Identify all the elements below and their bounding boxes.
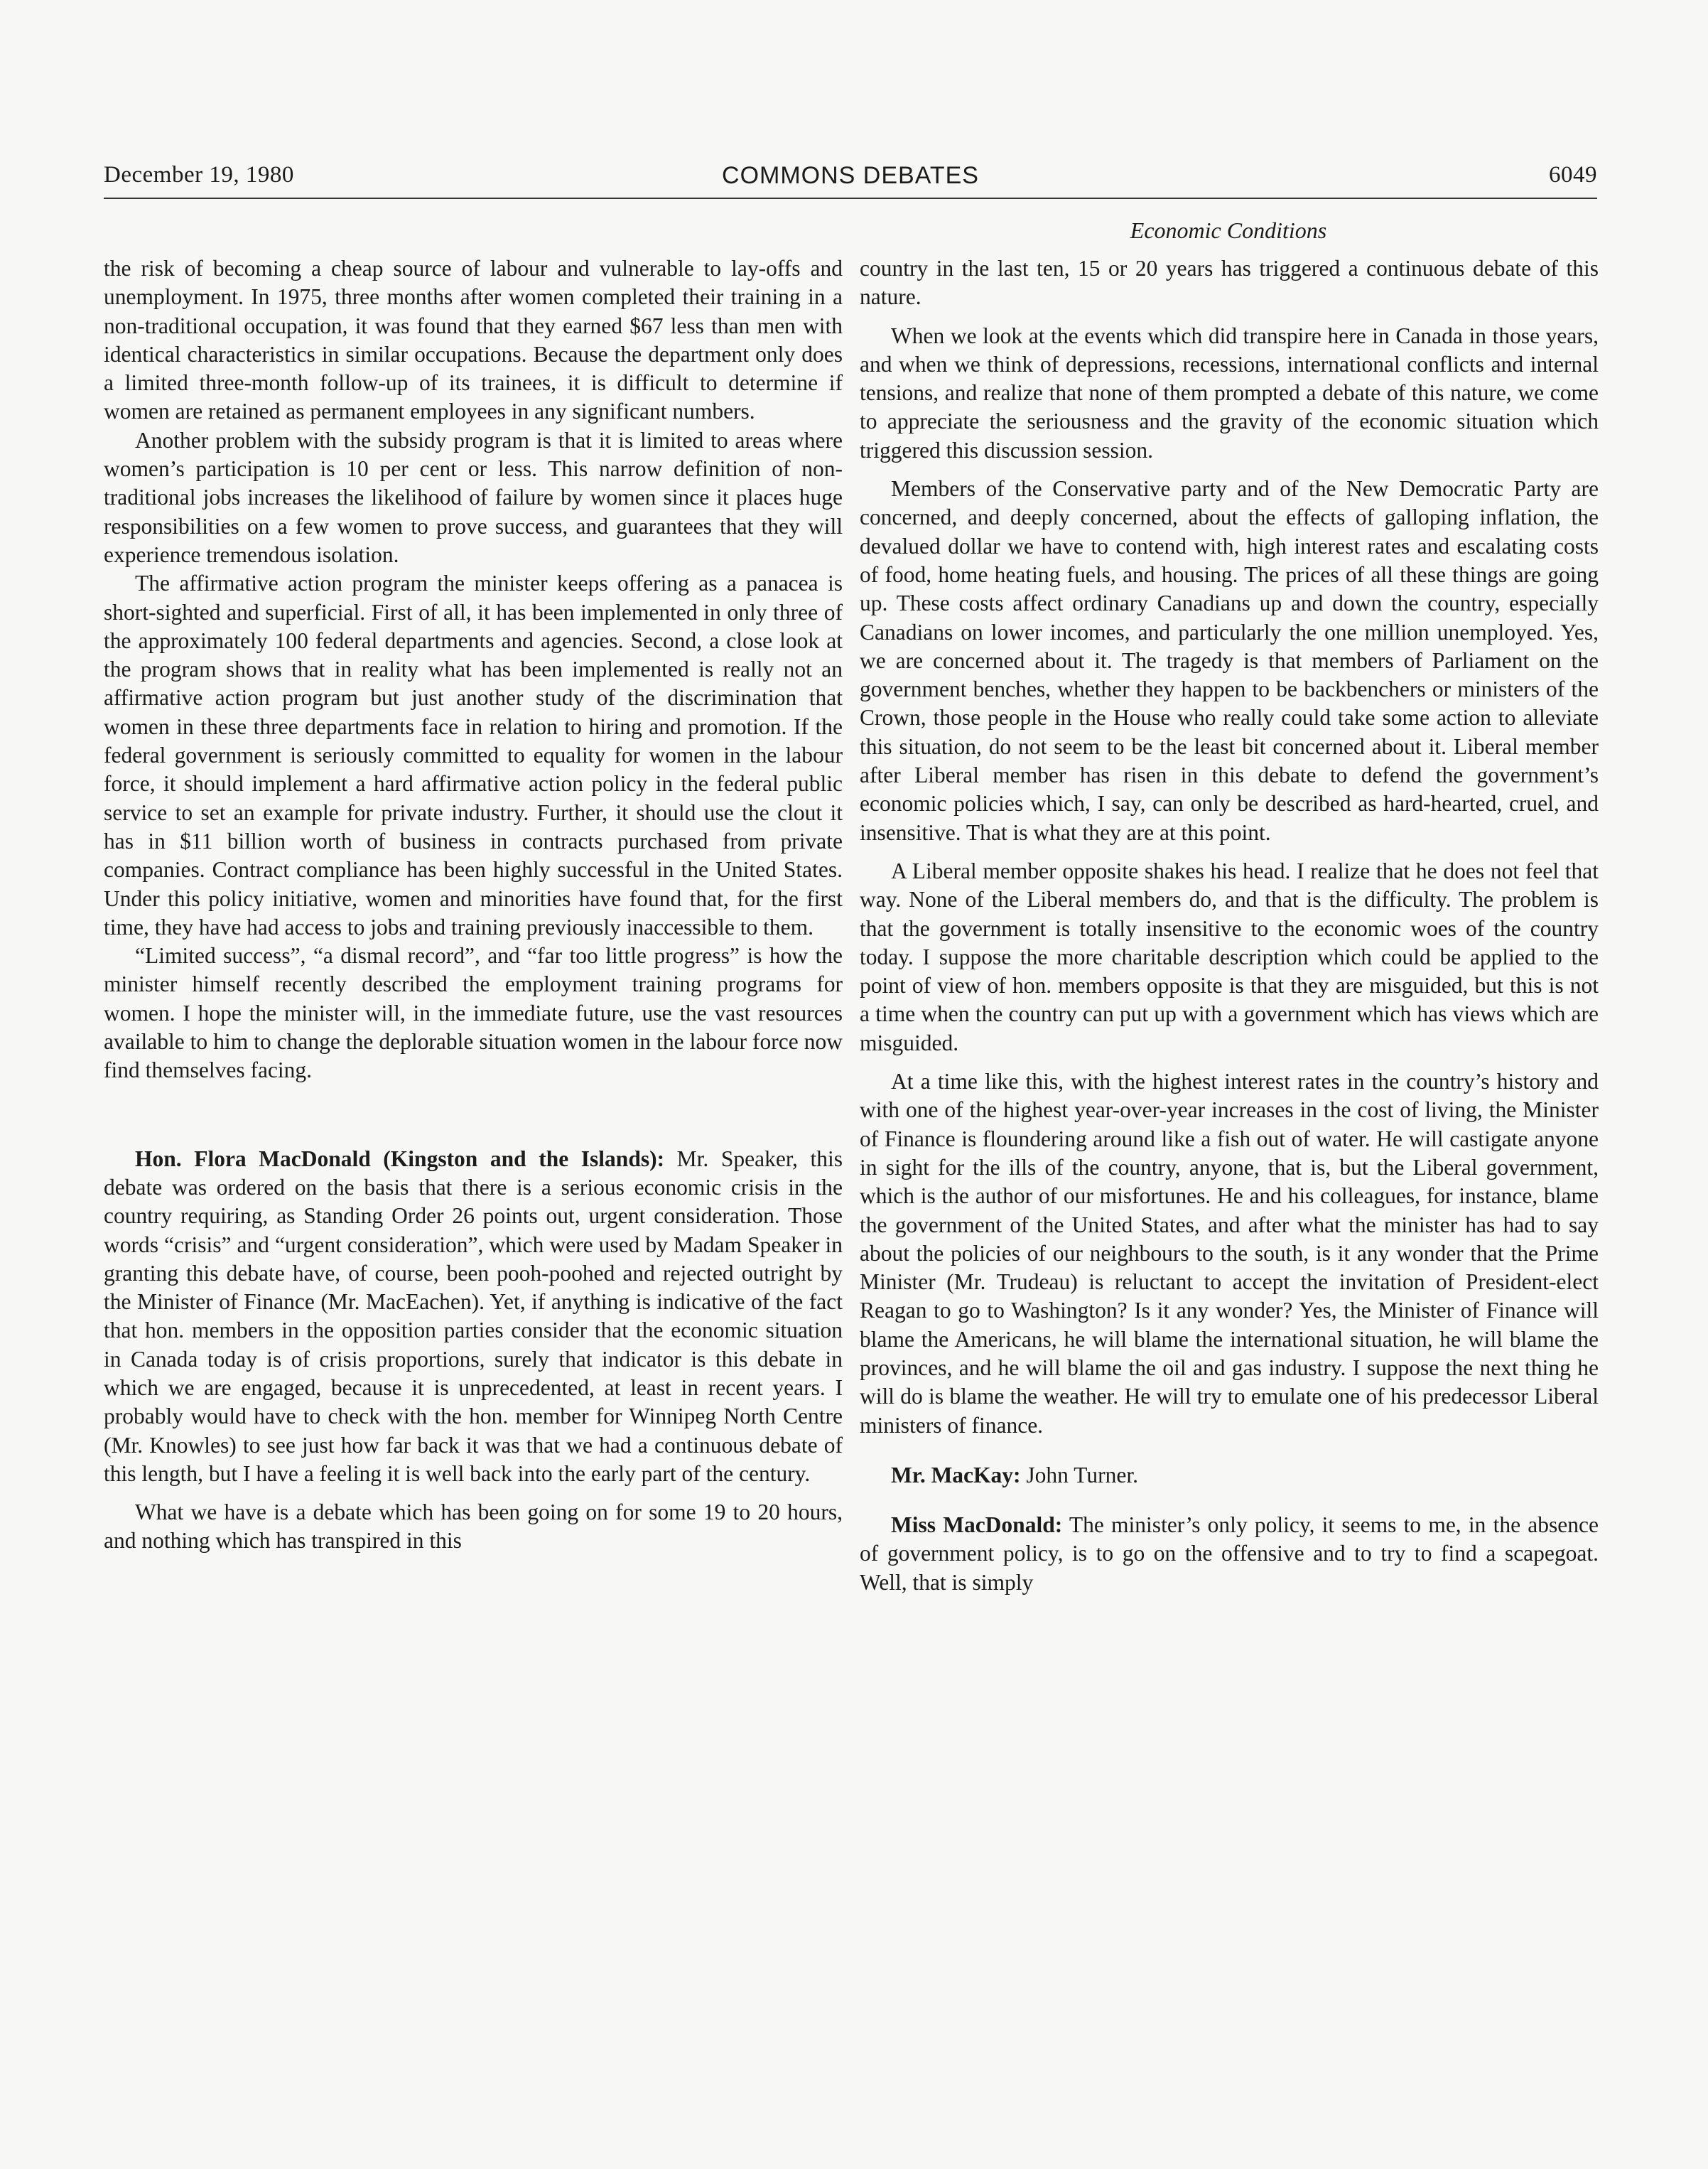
paragraph: country in the last ten, 15 or 20 years has triggered a continuous debate of this nature.: [860, 256, 1599, 310]
header-rule: [104, 198, 1597, 199]
speech-paragraph: [860, 1511, 1599, 1597]
paragraph: “Limited success”, “a dismal record”, and “far too little progress” is how the minister himself recently described the employment training programs for women. I hope the minister will, in the immediate future, use the vast resources available to him to change the deplorable situation women in the labour force now find themselves facing.: [104, 943, 843, 1083]
speaker-name: Miss MacDonald:: [891, 1512, 1063, 1538]
paragraph: The affirmative action program the minister keeps offering as a panacea is short-sighted and superficial. First of all, it has been implemented in only three of the approximately 100 federal departments and agencies. Second, a close look at the program shows that in reality what has been implemented is really not an affirmative action program but just another study of the discrimination that women in these three departments face in relation to hiring and promotion. If the federal government is seriously committed to equality for women in the labour force, it should implement a hard affirmative action policy in the federal public service to set an example for private industry. Further, it should use the clout it has in $11 billion worth of business in contracts purchased from private companies. Contract compliance has been highly successful in the United States. Under this policy initiative, women and minorities have found that, for the first time, they have had access to jobs and training previously inaccessible to them.: [104, 571, 843, 940]
header-title: COMMONS DEBATES: [722, 162, 979, 189]
paragraph: Another problem with the subsidy program is that it is limited to areas where women’s participation is 10 per cent or less. This narrow definition of non-traditional jobs increases the likelihood of failure by women since it places huge responsibilities on a few women to prove success, and guarantees that they will experience tremendous isolation.: [104, 427, 843, 567]
header-page-number: 6049: [1549, 162, 1597, 188]
header-date: December 19, 1980: [104, 162, 294, 188]
running-head: [104, 162, 1597, 198]
speech-paragraph: [860, 1461, 1599, 1490]
subject-heading: Economic Conditions: [1130, 217, 1327, 243]
speech-text: The minister’s only policy, it seems to me, in the absence of government policy, is to go on the offensive and to try to find a scapegoat. Well, that is simply: [860, 1512, 1599, 1595]
left-column: [104, 254, 843, 1556]
paragraph: Members of the Conservative party and of the New Democratic Party are concerned, and deeply concerned, about the effects of galloping inflation, the devalued dollar we have to contend with, high interest rates and escalating costs of food, home heating fuels, and housing. The prices of all these things are going up. These costs affect ordinary Canadians up and down the country, especially Canadians on lower incomes, and particularly the one million unemployed. Yes, we are concerned about it. The tragedy is that members of Parliament on the government benches, whether they happen to be backbenchers or ministers of the Crown, those people in the House who really could take some action to alleviate this situation, do not seem to be the least bit concerned about it. Liberal member after Liberal member has risen in this debate to defend the government’s economic policies which, I say, can only be described as hard-hearted, cruel, and insensitive. That is what they are at this point.: [860, 476, 1599, 845]
speaker-name: Mr. MacKay:: [891, 1462, 1021, 1487]
right-column: [860, 254, 1599, 1597]
speaker-name: Hon. Flora MacDonald (Kingston and the Islands):: [135, 1146, 665, 1171]
speech-text: John Turner.: [1020, 1462, 1138, 1487]
paragraph: What we have is a debate which has been going on for some 19 to 20 hours, and nothing which has transpired in this: [104, 1500, 843, 1554]
paragraph: At a time like this, with the highest interest rates in the country’s history and with one of the highest year-over-year increases in the cost of living, the Minister of Finance is floundering around like a fish out of water. He will castigate anyone in sight for the ills of the country, anyone, that is, but the Liberal government, which is the author of our misfortunes. He and his colleagues, for instance, blame the government of the United States, and after what the minister has had to say about the policies of our neighbours to the south, is it any wonder that the Prime Minister (Mr. Trudeau) is reluctant to accept the invitation of President-elect Reagan to go to Washington? Is it any wonder? Yes, the Minister of Finance will blame the Americans, he will blame the international situation, he will blame the provinces, and he will blame the oil and gas industry. I suppose the next thing he will do is blame the weather. He will try to emulate one of his predecessor Liberal ministers of finance.: [860, 1069, 1599, 1438]
speech-text: Mr. Speaker, this debate was ordered on the basis that there is a serious economic crisis in the country requiring, as Standing Order 26 points out, urgent consideration. Those words “crisis” and “urgent consideration”, which were used by Madam Speaker in granting this debate have, of course, been pooh-poohed and rejected outright by the Minister of Finance (Mr. MacEachen). Yet, if anything is indicative of the fact that hon. members in the opposition parties consider that the economic situation in Canada today is of crisis proportions, surely that indicator is this debate in which we are engaged, because it is unprecedented, at least in recent years. I probably would have to check with the hon. member for Winnipeg North Centre (Mr. Knowles) to see just how far back it was that we had a continuous debate of this length, but I have a feeling it is well back into the early part of the century.: [104, 1146, 843, 1486]
paragraph: A Liberal member opposite shakes his head. I realize that he does not feel that way. None of the Liberal members do, and that is the difficulty. The problem is that the government is totally insensitive to the economic woes of the country today. I suppose the more charitable description which could be applied to the point of view of hon. members opposite is that they are misguided, but this is not a time when the country can put up with a government which has views which are misguided.: [860, 858, 1599, 1055]
paragraph: the risk of becoming a cheap source of labour and vulnerable to lay-offs and unemployment. In 1975, three months after women completed their training in a non-traditional occupation, it was found that they earned $67 less than men with identical characteristics in similar occupations. Because the department only does a limited three-month follow-up of its trainees, it is difficult to determine if women are retained as permanent employees in any significant numbers.: [104, 256, 843, 424]
paragraph: When we look at the events which did transpire here in Canada in those years, and when we think of depressions, recessions, international conflicts and internal tensions, and realize that none of them prompted a debate of this nature, we come to appreciate the seriousness and the gravity of the economic situation which triggered this discussion session.: [860, 323, 1599, 463]
speech-paragraph: [104, 1145, 843, 1489]
